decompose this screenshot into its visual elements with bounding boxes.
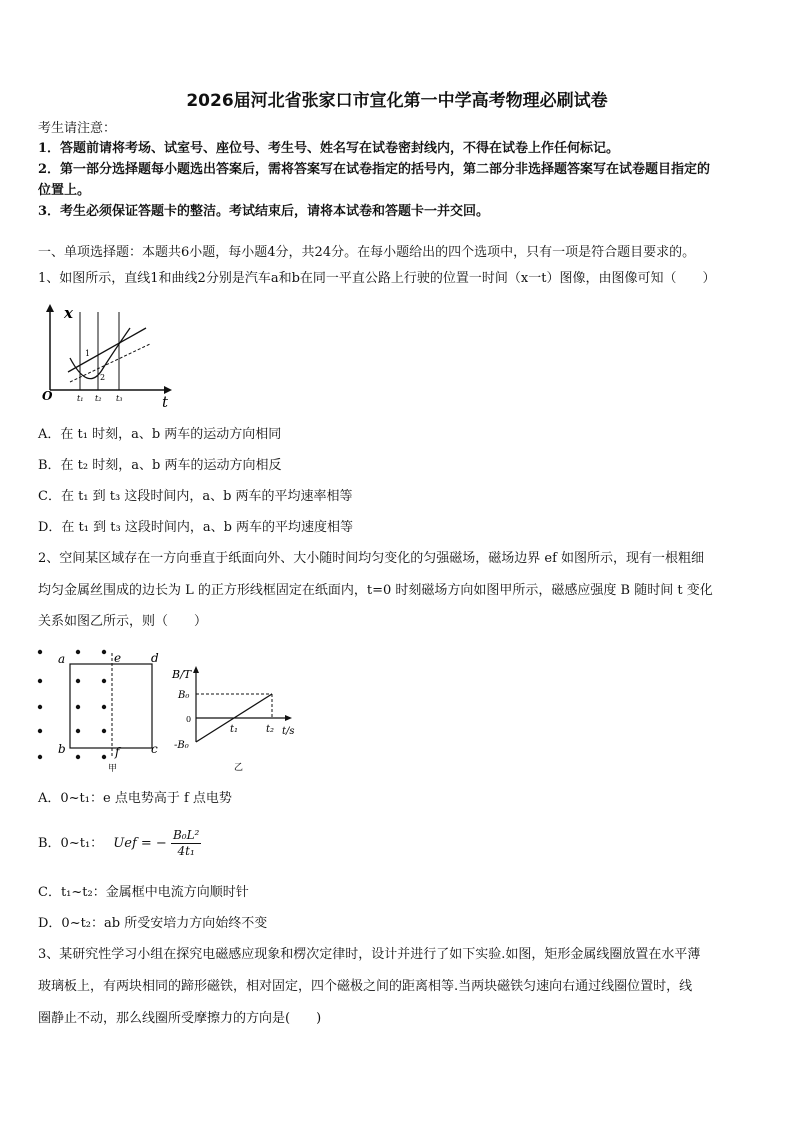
corner-d-label: d xyxy=(151,651,159,665)
q2-option-b xyxy=(38,827,201,861)
q1-xt-graph xyxy=(40,300,180,410)
yi-tick-t2: t₂ xyxy=(266,724,275,735)
corner-a-label: a xyxy=(58,652,66,666)
q1-tick-t2: t₂ xyxy=(95,394,102,403)
yi-x-axis-label: t/s xyxy=(282,726,295,737)
boundary-f-label: f xyxy=(115,745,120,759)
q3-stem-line-2: 玻璃板上，有两块相同的蹄形磁铁，相对固定，四个磁极之间的距离相等.当两块磁铁匀速向右通过线圈位置时，线 xyxy=(38,979,693,994)
page-title: 2026届河北省张家口市宣化第一中学高考物理必刷试卷 xyxy=(186,91,608,111)
notice-item-1: 1．答题前请将考场、试室号、座位号、考生号、姓名写在试卷密封线内，不得在试卷上作任何标记。 xyxy=(38,141,620,156)
q1-option-d: D．在 t₁ 到 t₃ 这段时间内，a、b 两车的平均速度相等 xyxy=(38,520,354,535)
q2-stem-line-1: 2、空间某区域存在一方向垂直于纸面向外、大小随时间均匀变化的匀强磁场，磁场边界 ef 如图所示，现有一根粗细 xyxy=(38,551,705,566)
figure-jia-caption: 甲 xyxy=(108,764,118,774)
q1-y-axis-label: x xyxy=(64,304,73,322)
q1-option-c: C．在 t₁ 到 t₃ 这段时间内，a、b 两车的平均速率相等 xyxy=(38,489,353,504)
q1-tick-t3: t₃ xyxy=(116,394,123,403)
q1-option-b: B．在 t₂ 时刻，a、b 两车的运动方向相反 xyxy=(38,458,282,473)
q2-stem-line-2: 均匀金属丝围成的边长为 L 的正方形线框固定在纸面内，t=0 时刻磁场方向如图甲所示，磁感应强度 B 随时间 t 变化 xyxy=(38,583,713,598)
notice-item-2-cont: 位置上。 xyxy=(38,183,91,198)
fraction-numerator: B₀L² xyxy=(172,828,200,842)
q1-x-axis-label: t xyxy=(162,393,169,410)
q2-figure-jia xyxy=(30,645,170,775)
yi-tick-neg-b0: -B₀ xyxy=(174,740,189,751)
notice-item-3: 3．考生必须保证答题卡的整洁。考试结束后，请将本试卷和答题卡一并交回。 xyxy=(38,204,490,219)
q1-origin-label: O xyxy=(42,389,53,403)
q3-stem-line-3: 圈静止不动，那么线圈所受摩擦力的方向是( ) xyxy=(38,1011,322,1026)
notice-item-2: 2．第一部分选择题每小题选出答案后，需将答案写在试卷指定的括号内，第二部分非选择题答案写在试卷题目指定的 xyxy=(38,162,711,177)
yi-tick-t1: t₁ xyxy=(230,724,239,735)
q1-option-a: A．在 t₁ 时刻，a、b 两车的运动方向相同 xyxy=(38,427,282,442)
yi-tick-b0: B₀ xyxy=(178,690,190,701)
fraction-denominator: 4t₁ xyxy=(177,844,195,858)
notice-heading: 考生请注意： xyxy=(38,121,117,136)
q2-option-b-fraction xyxy=(171,828,201,859)
q2-figure-yi xyxy=(170,662,310,774)
q1-line-2-label: 2 xyxy=(100,373,106,382)
yi-tick-zero: 0 xyxy=(186,715,192,724)
yi-y-axis-label: B/T xyxy=(172,668,192,681)
q3-stem-line-1: 3、某研究性学习小组在探究电磁感应现象和楞次定律时，设计并进行了如下实验.如图，矩形金属线圈放置在水平薄 xyxy=(38,947,701,962)
corner-b-label: b xyxy=(58,742,66,756)
q2-option-d: D．0~t₂：ab 所受安培力方向始终不变 xyxy=(38,916,268,931)
q1-line-1-label: 1 xyxy=(85,349,91,358)
corner-c-label: c xyxy=(151,742,158,756)
boundary-e-label: e xyxy=(114,651,122,665)
q2-option-b-prefix: B．0~t₁： xyxy=(38,836,104,851)
section-heading: 一、单项选择题：本题共6小题，每小题4分，共24分。在每小题给出的四个选项中，只有一项是符合题目要求的。 xyxy=(38,245,696,260)
q1-tick-t1: t₁ xyxy=(77,394,84,403)
q2-option-b-lhs: Uef = − xyxy=(113,836,167,851)
figure-yi-caption: 乙 xyxy=(234,763,244,773)
q2-stem-line-3: 关系如图乙所示，则（ ） xyxy=(38,614,208,629)
q2-option-c: C．t₁~t₂：金属框中电流方向顺时针 xyxy=(38,885,249,900)
q2-option-a: A．0~t₁：e 点电势高于 f 点电势 xyxy=(38,791,232,806)
q1-stem: 1、如图所示，直线1和曲线2分别是汽车a和b在同一平直公路上行驶的位置一时间（x一t）图像，由图像可知（ ） xyxy=(38,271,716,286)
